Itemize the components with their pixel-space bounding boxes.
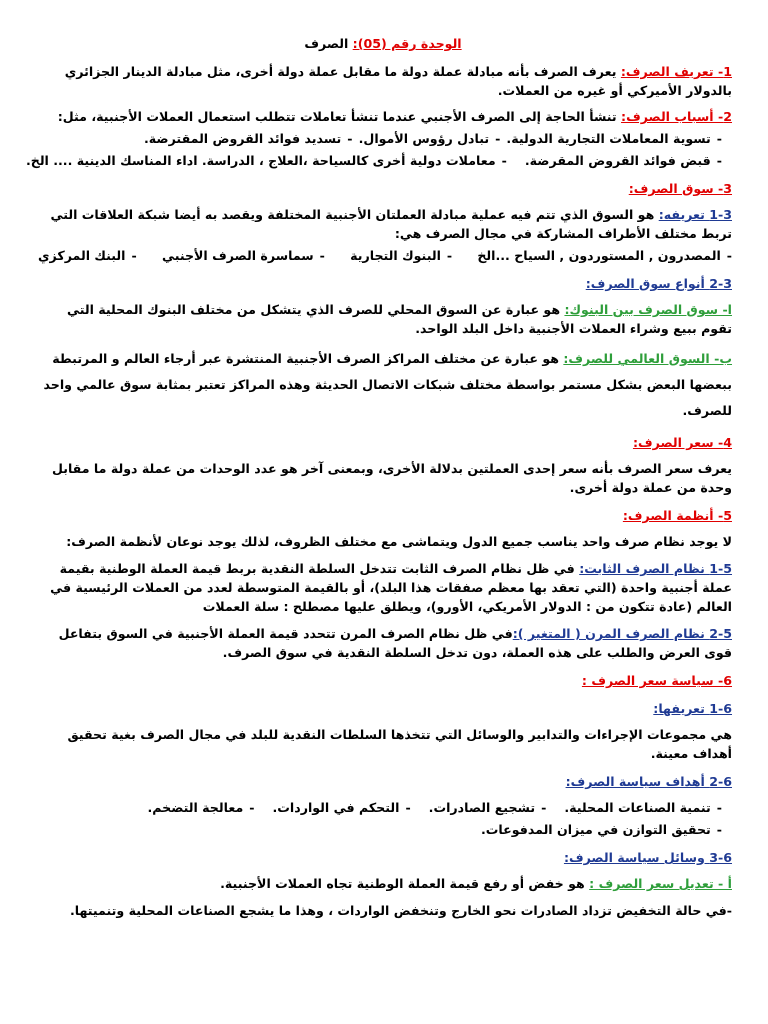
fixed-regime (34, 559, 732, 616)
list-item: -البنوك التجارية (350, 248, 453, 263)
list-item: -تسوية المعاملات التجارية الدولية. (506, 131, 722, 146)
section-5-heading: 5- أنظمة الصرف: (622, 508, 732, 523)
goals-row-1 (34, 798, 732, 817)
global-market-text: هو عبارة عن مختلف المراكز الصرف الأجنبية المنتشرة عبر أرجاء العالم و المرتبطة ببعضها البعض بشكل مستمر بواسطة مختلف شبكات الاتصال الحديثة وهذه المراكز تعتبر بمثابة سوق عالمي واحد للصرف. (43, 351, 732, 418)
section-6-3-heading: 3-6 وسائل سياسة الصرف: (563, 850, 732, 865)
list-item: -تسديد فوائد القروض المقترضة. (144, 131, 353, 146)
interbank-market-heading: ا- سوق الصرف بين البنوك: (564, 302, 732, 317)
section-1-heading: 1- تعريف الصرف: (620, 64, 732, 79)
list-item: -معاملات دولية أخرى كالسياحة ،العلاج ، الدراسة. اداء المناسك الدينية .... الخ. (25, 153, 507, 168)
goals-row-2 (34, 820, 732, 839)
rate-adjustment-text: هو خفض أو رفع قيمة العملة الوطنية تجاه العملات الأجنبية. (220, 876, 590, 891)
floating-regime-text: في ظل نظام الصرف المرن تتحدد قيمة العملة الأجنبية في السوق بتفاعل قوى العرض والطلب على هذه العملة، دون تدخل السلطة النقدية في سوق الصرف. (58, 626, 732, 660)
global-market-heading: ب- السوق العالمي للصرف: (563, 351, 732, 366)
market-parties-row (34, 246, 732, 265)
fixed-regime-text: في ظل نظام الصرف الثابت تتدخل السلطة النقدية بربط قيمة العملة الوطنية بقيمة عملة أجنبية واحدة (التي تعقد بها معظم صفقات هذا البلد)، أو بالقيمة المتوسطة لعدد من العملات الرئيسية في العالم (عادة تتكون من : الدولار الأمريكي، الأورو)، ويطلق عليها مصطلح : سلة العملات (50, 561, 732, 614)
section-4-heading: 4- سعر الصرف: (632, 435, 732, 450)
section-3-1 (34, 205, 732, 243)
rate-adjustment-heading: أ - تعديل سعر الصرف : (589, 876, 732, 891)
floating-regime (34, 624, 732, 662)
list-item: -البنك المركزي (38, 248, 137, 263)
reasons-row-2 (25, 151, 732, 170)
section-5-intro: لا يوجد نظام صرف واحد يناسب جميع الدول ويتماشى مع مختلف الظروف، لذلك يوجد نوعان لأنظمة الصرف: (66, 534, 732, 549)
devaluation-effect: -في حالة التخفيض تزداد الصادرات نحو الخارج وتنخفض الواردات ، وهذا ما يشجع الصناعات المحلية وتنميتها. (69, 903, 732, 918)
section-3-1-heading: 1-3 تعريفه: (658, 207, 732, 222)
list-item: -تبادل رؤوس الأموال. (358, 131, 501, 146)
list-item: -تنمية الصناعات المحلية. (564, 800, 722, 815)
section-1 (34, 62, 732, 100)
section-6-heading: 6- سياسة سعر الصرف : (581, 673, 732, 688)
section-6-2-heading: 2-6 أهداف سياسة الصرف: (565, 774, 732, 789)
interbank-market (34, 300, 732, 338)
list-item: -معالجة التضخم. (147, 800, 255, 815)
section-3-1-text: هو السوق الذي تتم فيه عملية مبادلة العملتان الأجنبية المختلفة ويقصد به أيضا شبكة العلاقات التي تربط مختلف الأطراف المشاركة في مجال الصرف هي: (50, 207, 732, 241)
list-item: -تحقيق التوازن في ميزان المدفوعات. (480, 822, 722, 837)
section-4-text: يعرف سعر الصرف بأنه سعر إحدى العملتين بدلالة الأخرى، وبمعنى آخر هو عدد الوحدات من عملة دولة ما مقابل وحدة من عملة دولة أخرى. (51, 461, 732, 495)
section-3-2-heading: 2-3 أنواع سوق الصرف: (585, 276, 732, 291)
section-2-heading: 2- أسباب الصرف: (621, 109, 732, 124)
unit-name: الصرف (304, 36, 353, 51)
section-6-1-heading: 1-6 تعريفها: (653, 701, 732, 716)
section-6-1-text: هي مجموعات الإجراءات والتدابير والوسائل التي تتخذها السلطات النقدية للبلد في مجال الصرف بغية تحقيق أهداف معينة. (67, 727, 732, 761)
interbank-market-text: هو عبارة عن السوق المحلي للصرف الذي يتشكل من مختلف البنوك المحلية التي تقوم ببيع وشراء العملات الأجنبية داخل البلد الواحد. (66, 302, 732, 336)
reasons-row-1 (34, 129, 732, 148)
list-item: -قبض فوائد القروض المقرضة. (524, 153, 722, 168)
page-title (34, 34, 732, 53)
floating-regime-heading: 2-5 نظام الصرف المرن ( المتغير ): (512, 626, 732, 641)
list-item: -المصدرون , المستوردون , السياح ...الخ (477, 248, 732, 263)
list-item: -سماسرة الصرف الأجنبي (161, 248, 325, 263)
unit-number: الوحدة رقم (05): (352, 36, 462, 51)
rate-adjustment (34, 874, 732, 893)
fixed-regime-heading: 1-5 نظام الصرف الثابت: (579, 561, 732, 576)
list-item: -التحكم في الواردات. (272, 800, 411, 815)
global-market (34, 346, 732, 424)
section-1-text: يعرف الصرف بأنه مبادلة عملة دولة ما مقابل عملة دولة أخرى، مثل مبادلة الدينار الجزائري بالدولار الأميركي أو غيره من العملات. (64, 64, 732, 98)
list-item: -تشجيع الصادرات. (428, 800, 547, 815)
section-2-text: تنشأ الحاجة إلى الصرف الأجنبي عندما تنشأ تعاملات تتطلب استعمال العملات الأجنبية، مثل: (57, 109, 622, 124)
section-2 (34, 107, 732, 126)
section-3-heading: 3- سوق الصرف: (628, 181, 732, 196)
